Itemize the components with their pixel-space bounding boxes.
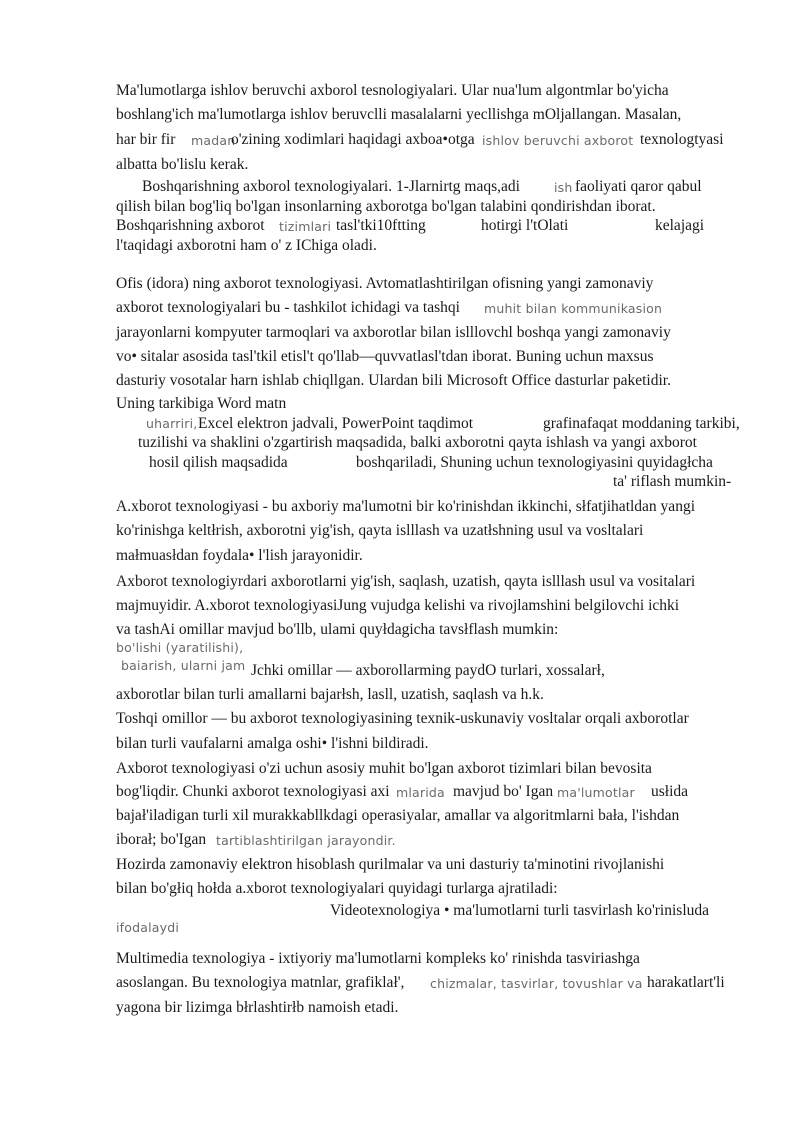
pasted-fragment: chizmalar, tasvirlar, tovushlar va [430, 976, 643, 991]
text-line: l'taqidagi axborotni ham o' z IChiga oladi. [116, 237, 377, 254]
text-line: bilan turli vaufalarni amalga oshi• l'ishni bildiradi. [116, 735, 429, 752]
text-line: axborot texnologiyalari bu - tashkilot ichidagi va tashqi [116, 299, 460, 316]
text-line: Uning tarkibiga Word matn [116, 395, 287, 412]
text-line: Boshqarishning axborol texnologiyalari. 1-Jlarnirtg maqs,adi [142, 178, 520, 195]
text-line: majmuyidir. A.xborot texnologiyasiJung vujudga kelishi va rivojlamshini belgilovchi ichki [116, 597, 680, 614]
text-line: Toshqi omillor — bu axborot texnologiyasining texnik-uskunaviy vosltalar orqali axborotlar [116, 710, 689, 727]
text-line: boshlang'ich ma'lumotlarga ishlov beruvclli masalalarni yecllishga mOljallangan. Masalan, [116, 106, 682, 123]
text-line: Ma'lumotlarga ishlov beruvchi axborol tesnologiyalari. Ular nua'lum algontmlar bo'yicha [116, 82, 669, 99]
text-line: bajał'iladigan turli xil murakkabllkdagi operasiyalar, amallar va algoritmlarni bała, l'ishdan [116, 807, 680, 824]
text-line: Multimedia texnologiya - ixtiyoriy ma'lumotlarni kompleks ko' rinishda tasviriashga [116, 950, 640, 967]
text-line: qilish bilan bog'liq bo'lgan insonlarning axborotga bo'lgan talabini qondirishdan iborat. [116, 198, 656, 215]
text-line: harakatlart'li [647, 974, 725, 991]
text-line: bilan bo'głiq hołda a.xborot texnologiyalari quyidagi turlarga ajratiladi: [116, 880, 558, 897]
text-line: ta' riflash mumkin- [613, 473, 732, 490]
pasted-fragment: uharriri, [146, 416, 198, 431]
text-line: hotirgi l'tOlati [481, 217, 569, 234]
pasted-fragment: mlarida [396, 785, 445, 800]
text-line: asoslangan. Bu texnologiya matnlar, grafiklał', [116, 974, 405, 991]
text-line: mavjud bo' Igan [453, 783, 554, 800]
pasted-fragment: ishlov beruvchi axborot [482, 133, 634, 148]
pasted-fragment: baiarish, ularni jam [121, 658, 246, 673]
text-line: tasl'tki10ftting [336, 217, 426, 234]
pasted-fragment: bo'lishi (yaratilishi), [116, 640, 244, 655]
text-line: albatta bo'lislu kerak. [116, 156, 249, 173]
text-line: hosil qilish maqsadida [149, 454, 288, 471]
text-line: małmuasłdan foydala• l'lish jarayonidir. [116, 547, 363, 564]
text-line: o'zining xodimlari haqidagi axboa•otga [231, 131, 475, 148]
pasted-fragment: ish [554, 180, 573, 195]
text-line: jarayonlarni kompyuter tarmoqlari va axborotlar bilan islllovchl boshqa yangi zamonaviy [116, 324, 671, 341]
pasted-fragment: muhit bilan kommunikasion [484, 301, 663, 316]
text-line: grafinafaqat moddaning tarkibi, [543, 415, 740, 432]
text-line: Axborot texnologiyasi o'zi uchun asosiy muhit bo'lgan axborot tizimlari bilan bevosita [116, 760, 652, 777]
pasted-fragment: ifodalaydi [116, 920, 180, 935]
text-line: har bir fir [116, 131, 176, 148]
text-line: texnologtyasi [640, 131, 724, 148]
text-line: dasturiy vosotalar harn ishlab chiqllgan. Ulardan bili Microsoft Office dasturlar paketidir. [116, 372, 671, 389]
pasted-fragment: ma'lumotlar [557, 785, 635, 800]
text-line: A.xborot texnologiyasi - bu axboriy ma'lumotni bir ko'rinishdan ikkinchi, słfatjihatldan yangi [116, 498, 695, 515]
text-line: kelajagi [655, 217, 705, 234]
text-line: usłida [651, 783, 689, 800]
text-line: Videotexnologiya • ma'lumotlarni turli tasvirlash ko'rinisluda [330, 902, 710, 919]
text-line: ko'rinishga keltłrish, axborotni yig'ish, qayta islllash va uzatłshning usul va vosltalari [116, 522, 644, 539]
text-line: boshqariladi, Shuning uchun texnologiyasini quyidagłcha [356, 454, 713, 471]
pasted-fragment: tartiblashtirilgan jarayondir. [216, 833, 396, 848]
text-line: yagona bir lizimga błrlashtirłb namoish etadi. [116, 999, 399, 1016]
text-line: Ofis (idora) ning axborot texnologiyasi. Avtomatlashtirilgan ofisning yangi zamonaviy [116, 275, 654, 292]
text-line: Hozirda zamonaviy elektron hisoblash qurilmalar va uni dasturiy ta'minotini rivojlanishi [116, 856, 665, 873]
text-line: Excel elektron jadvali, PowerPoint taqdimot [198, 415, 474, 432]
text-line: tuzilishi va shaklini o'zgartirish maqsadida, balki axborotni qayta ishlash va yangi axborot [138, 434, 697, 451]
text-line: va tashAi omillar mavjud bo'llb, ulami quyłdagicha tavsłflash mumkin: [116, 621, 559, 638]
text-line: bog'liqdir. Chunki axborot texnologiyasi axi [116, 783, 390, 800]
text-line: axborotlar bilan turli amallarni bajarłsh, lasll, uzatish, saqlash va h.k. [116, 686, 544, 703]
text-line: vo• sitalar asosida tasl'tkil etisl't qo'llab—quvvatlasl'tdan iborat. Buning uchun maxsus [116, 348, 654, 365]
text-line: iborał; bo'Igan [116, 831, 207, 848]
pasted-fragment: tizimlari [279, 219, 332, 234]
pasted-fragment: madan [191, 133, 236, 148]
text-line: Boshqarishning axborot [116, 217, 265, 234]
text-line: faoliyati qaror qabul [575, 178, 702, 195]
text-line: Axborot texnologiyrdari axborotlarni yig'ish, saqlash, uzatish, qayta islllash usul va vositalari [116, 573, 696, 590]
text-line: Jchki omillar — axborollarming paydO turlari, xossalarł, [251, 662, 605, 679]
